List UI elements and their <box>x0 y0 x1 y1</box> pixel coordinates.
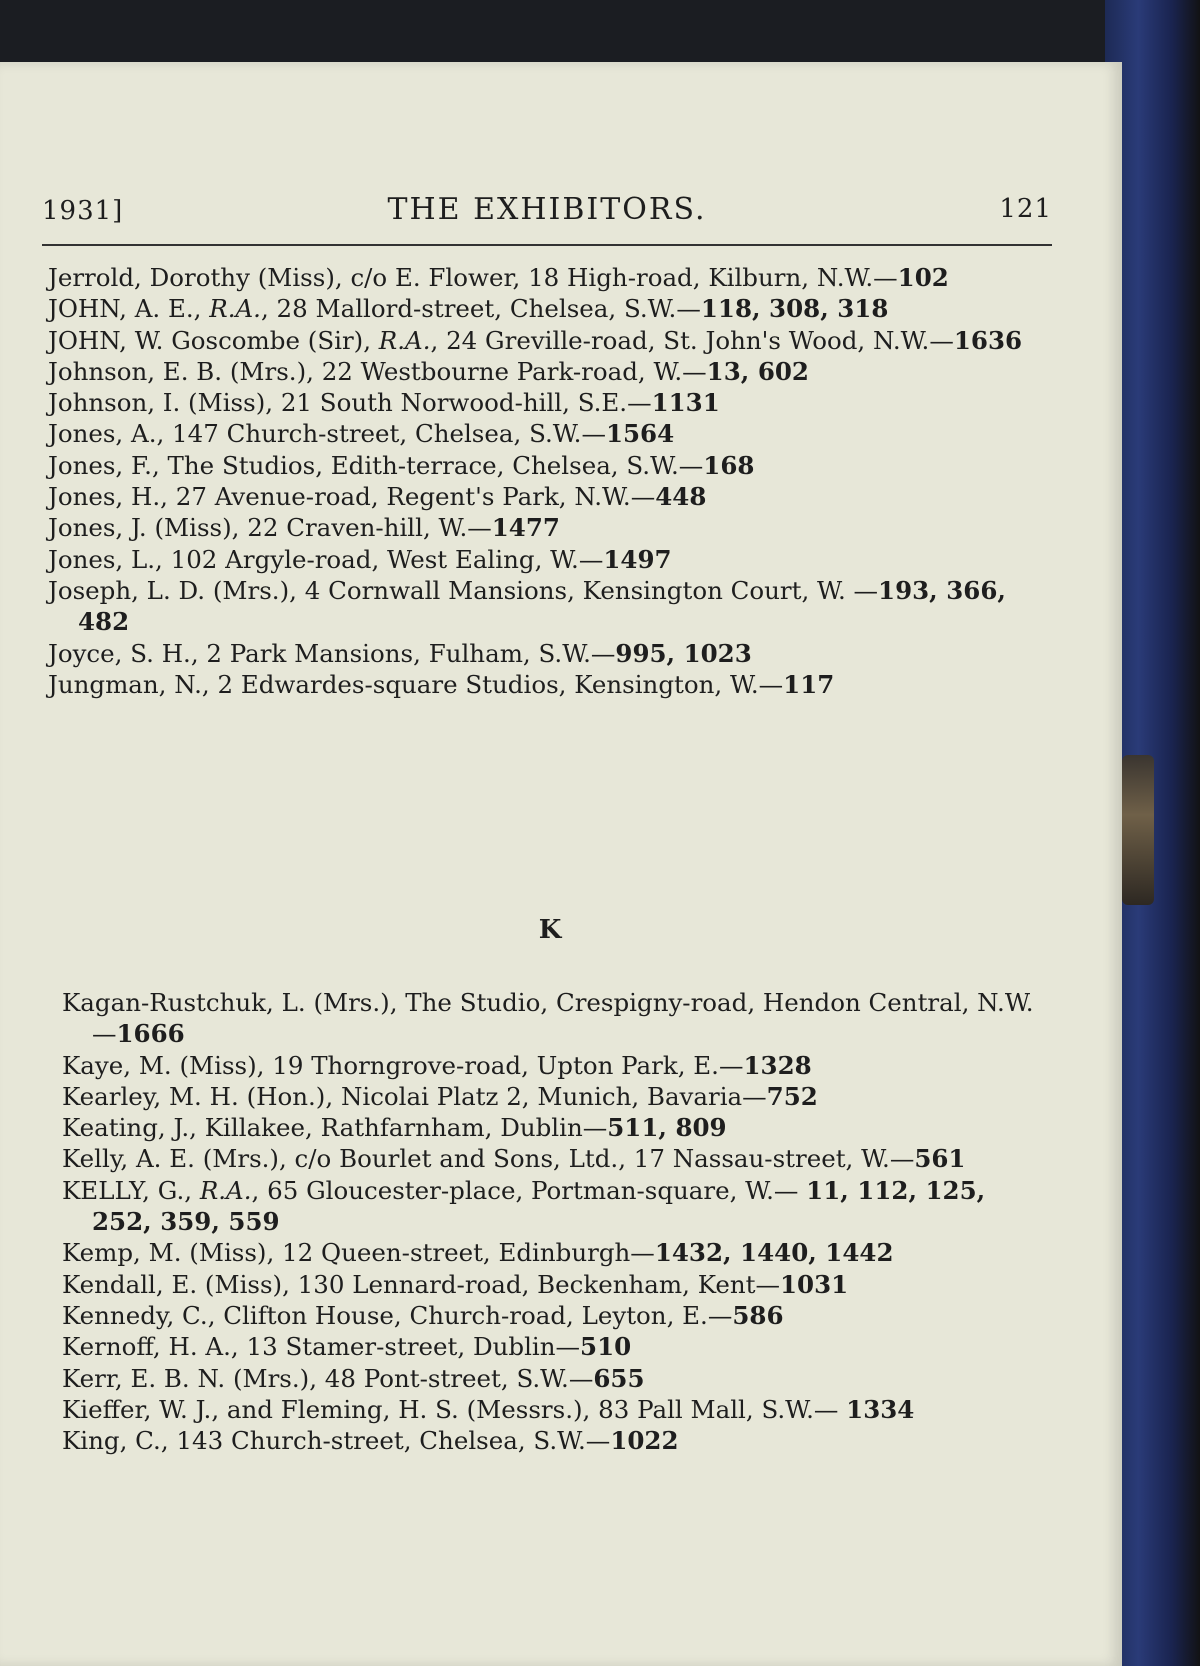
exhibitor-entry <box>48 638 1048 669</box>
entry-text: Kelly, A. E. (Mrs.), c/o Bourlet and Sons, Ltd., 17 Nassau-street, W.— <box>62 1144 915 1174</box>
header-rule <box>42 244 1052 246</box>
exhibitor-entry <box>48 575 1048 638</box>
exhibitor-entry <box>48 356 1048 387</box>
section-letter: K <box>538 915 562 945</box>
ra-title: R.A. <box>378 325 431 355</box>
entry-text: Jerrold, Dorothy (Miss), c/o E. Flower, 18 High-road, Kilburn, N.W.— <box>48 263 898 292</box>
entry-text: , 65 Gloucester-place, Portman-square, W.— <box>251 1175 807 1205</box>
entry-text: Jones, A., 147 Church-street, Chelsea, S.W.— <box>48 419 606 449</box>
catalogue-numbers: 13, 602 <box>706 356 809 386</box>
exhibitor-entry <box>62 1143 1052 1174</box>
entry-text: JOHN, A. E., <box>48 294 210 324</box>
catalogue-numbers: 118, 308, 318 <box>700 294 889 324</box>
catalogue-numbers: 511, 809 <box>607 1113 727 1143</box>
exhibitor-entry <box>62 1331 1052 1362</box>
exhibitor-entry <box>62 1050 1052 1081</box>
catalogue-numbers: 11, 112, 125, 252, 359, 559 <box>92 1175 986 1237</box>
catalogue-numbers: 1432, 1440, 1442 <box>654 1238 894 1268</box>
exhibitor-entry <box>48 544 1048 575</box>
entry-text: Jones, F., The Studios, Edith-terrace, Chelsea, S.W.— <box>48 450 704 480</box>
entry-text: Kearley, M. H. (Hon.), Nicolai Platz 2, Munich, Bavaria— <box>62 1081 767 1111</box>
entry-text: JOHN, W. Goscombe (Sir), <box>48 325 379 355</box>
catalogue-numbers: 1334 <box>846 1394 915 1424</box>
book-page <box>0 62 1122 1666</box>
entry-text: Joyce, S. H., 2 Park Mansions, Fulham, S.W.— <box>48 638 616 668</box>
catalogue-numbers: 1031 <box>779 1269 849 1299</box>
exhibitor-entry <box>48 262 1048 293</box>
exhibitor-entry <box>62 1237 1052 1268</box>
catalogue-numbers: 995, 1023 <box>615 638 752 668</box>
exhibitor-entry <box>48 418 1048 449</box>
catalogue-numbers: 1497 <box>603 544 672 574</box>
catalogue-numbers: 1328 <box>743 1050 812 1080</box>
entry-text: Keating, J., Killakee, Rathfarnham, Dublin— <box>62 1113 608 1143</box>
entry-text: Jones, H., 27 Avenue-road, Regent's Park, N.W.— <box>48 482 656 512</box>
entry-text: Joseph, L. D. (Mrs.), 4 Cornwall Mansions, Kensington Court, W. — <box>48 575 879 605</box>
ra-title: R.A. <box>209 294 261 324</box>
catalogue-numbers: 1666 <box>116 1019 185 1049</box>
catalogue-numbers: 1477 <box>491 513 560 543</box>
entry-text: Kagan-Rustchuk, L. (Mrs.), The Studio, Crespigny-road, Hendon Central, N.W.— <box>62 988 1034 1049</box>
entry-text: King, C., 143 Church-street, Chelsea, S.W.— <box>62 1426 611 1456</box>
exhibitor-entry <box>48 293 1048 324</box>
page-title: THE EXHIBITORS. <box>387 192 707 227</box>
entry-text: Jones, L., 102 Argyle-road, West Ealing, W.— <box>48 544 604 574</box>
ra-title: R.A. <box>199 1175 252 1205</box>
catalogue-numbers: 1022 <box>610 1426 679 1456</box>
exhibitor-entry <box>48 669 1048 700</box>
entry-text: KELLY, G., <box>62 1175 200 1205</box>
book-clasp <box>1122 755 1154 905</box>
entry-text: Jungman, N., 2 Edwardes-square Studios, Kensington, W.— <box>48 669 784 699</box>
exhibitor-entry <box>62 1425 1052 1456</box>
catalogue-numbers: 561 <box>914 1144 966 1174</box>
header-year: 1931] <box>42 196 124 226</box>
exhibitor-entry <box>62 1300 1052 1331</box>
entries-k-list <box>62 987 1052 1456</box>
entry-text: Kerr, E. B. N. (Mrs.), 48 Pont-street, S.W.— <box>62 1363 594 1393</box>
exhibitor-entry <box>62 1394 1052 1425</box>
exhibitor-entry <box>48 325 1048 356</box>
entry-text: Jones, J. (Miss), 22 Craven-hill, W.— <box>48 513 492 543</box>
catalogue-numbers: 117 <box>783 669 835 699</box>
exhibitor-entry <box>48 512 1048 543</box>
catalogue-numbers: 752 <box>766 1081 818 1111</box>
page-number: 121 <box>999 194 1052 224</box>
exhibitor-entry <box>62 1112 1052 1143</box>
entry-text: Johnson, E. B. (Mrs.), 22 Westbourne Park-road, W.— <box>48 356 707 386</box>
catalogue-numbers: 510 <box>580 1332 632 1362</box>
page-header <box>42 192 1052 228</box>
exhibitor-entry <box>62 1175 1052 1238</box>
catalogue-numbers: 586 <box>732 1300 784 1330</box>
catalogue-numbers: 168 <box>703 450 755 480</box>
exhibitor-entry <box>62 1269 1052 1300</box>
exhibitor-entry <box>62 1363 1052 1394</box>
catalogue-numbers: 1636 <box>953 325 1023 355</box>
exhibitor-entry <box>62 987 1052 1050</box>
entry-text: Kendall, E. (Miss), 130 Lennard-road, Beckenham, Kent— <box>62 1269 780 1299</box>
catalogue-numbers: 1564 <box>605 419 675 449</box>
catalogue-numbers: 448 <box>655 482 707 512</box>
entry-text: Johnson, I. (Miss), 21 South Norwood-hill, S.E.— <box>48 388 652 418</box>
entries-j-list <box>48 262 1048 700</box>
exhibitor-entry <box>48 450 1048 481</box>
catalogue-numbers: 102 <box>897 263 949 292</box>
exhibitor-entry <box>48 387 1048 418</box>
catalogue-numbers: 1131 <box>651 388 720 418</box>
entry-text: , 28 Mallord-street, Chelsea, S.W.— <box>260 294 701 324</box>
entry-text: Kieffer, W. J., and Fleming, H. S. (Messrs.), 83 Pall Mall, S.W.— <box>62 1394 847 1424</box>
entry-text: Kemp, M. (Miss), 12 Queen-street, Edinburgh— <box>62 1238 655 1268</box>
entry-text: Kennedy, C., Clifton House, Church-road, Leyton, E.— <box>62 1300 733 1330</box>
catalogue-numbers: 193, 366, 482 <box>78 575 1006 637</box>
catalogue-numbers: 655 <box>593 1363 645 1393</box>
entry-text: Kernoff, H. A., 13 Stamer-street, Dublin— <box>62 1332 581 1362</box>
exhibitor-entry <box>48 481 1048 512</box>
entry-text: , 24 Greville-road, St. John's Wood, N.W.— <box>430 325 954 355</box>
exhibitor-entry <box>62 1081 1052 1112</box>
entry-text: Kaye, M. (Miss), 19 Thorngrove-road, Upton Park, E.— <box>62 1050 744 1080</box>
